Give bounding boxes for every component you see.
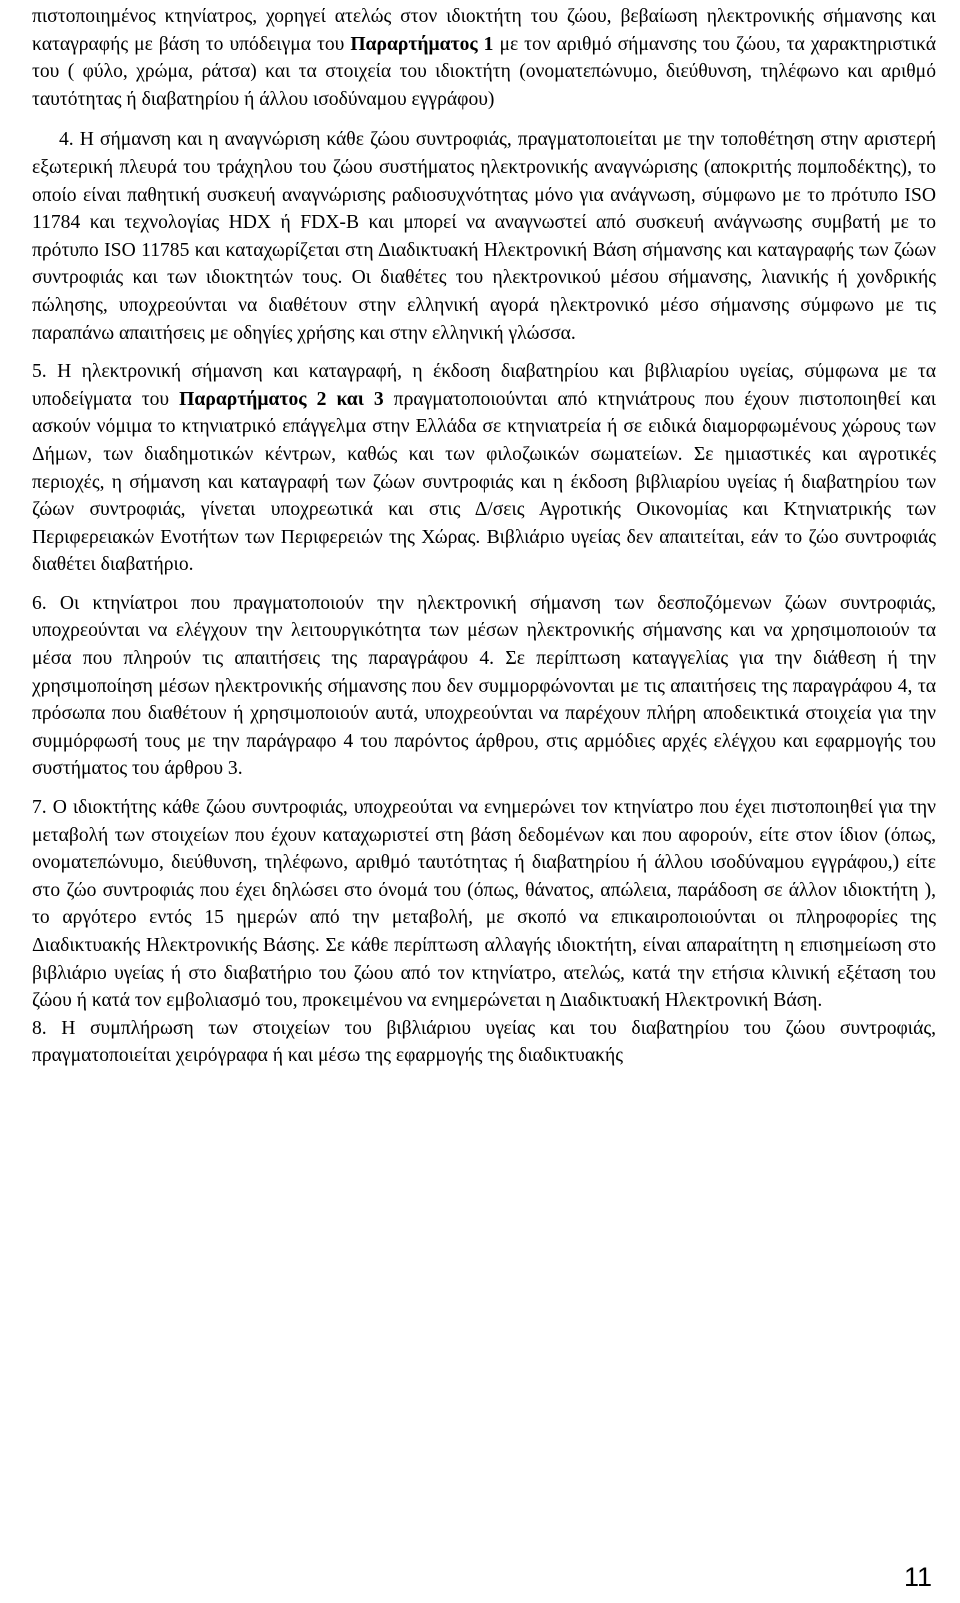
paragraph-6 — [32, 590, 936, 783]
p7-text: 7. Ο ιδιοκτήτης κάθε ζώου συντροφιάς, υποχρεούται να ενημερώνει τον κτηνίατρο που έχει πιστοποιηθεί για την μεταβολή των στοιχείων που έχουν καταχωριστεί στη βάση δεδομένων και που αφορούν, είτε στον ίδιον (όπως, ονοματεπώνυμο, διεύθυνση, τηλέφωνο, αριθμό ταυτότητας ή διαβατηρίου ή άλλου ισοδύναμου εγγράφου,) είτε στο ζώο συντροφιάς που έχει δηλώσει στο όνομά του (όπως, θάνατος, απώλεια, παράδοση σε άλλον ιδιοκτήτη ), το αργότερο εντός 15 ημερών από την μεταβολή, με σκοπό να επικαιροποιούνται οι πληροφορίες της Διαδικτυακής Ηλεκτρονικής Βάσης. Σε κάθε περίπτωση αλλαγής ιδιοκτήτη, είναι απαραίτητη η επισημείωση στο βιβλιάριο υγείας ή στο διαβατήριο του ζώου από τον κτηνίατρο, ατελώς, κατά την ετήσια κλινική εξέταση του ζώου ή κατά τον εμβολιασμό του, προκειμένου να ενημερώνεται η Διαδικτυακή Ηλεκτρονική Βάση. — [32, 797, 936, 1012]
intro-text-1: πιστοποιημένος κτηνίατρος, χορηγεί ατελώς στον ιδιοκτήτη του ζώου, βεβαίωση ηλεκτρονικής σήμανσης και καταγραφής με βάση το υπόδειγμα του — [32, 6, 936, 55]
document-page — [32, 0, 936, 1070]
p4-text: 4. Η σήμανση και η αναγνώριση κάθε ζώου συντροφιάς, πραγματοποιείται με την τοποθέτηση στην αριστερή εξωτερική πλευρά του τράχηλου του ζώου συστήματος ηλεκτρονικής αναγνώρισης (αποκριτής πομποδέκτης), το οποίο είναι παθητική συσκευή αναγνώρισης ραδιοσυχνότητας μόνο για ανάγνωση, σύμφωνο με το πρότυπο ISO 11784 και τεχνολογίας HDX ή FDX-B και μπορεί να αναγνωστεί από συσκευή ανάγνωσης συμβατή με το πρότυπο ISO 11785 και καταχωρίζεται στη Διαδικτυακή Ηλεκτρονική Βάση σήμανσης και καταγραφής των ζώων συντροφιάς και των ιδιοκτητών τους. Οι διαθέτες του ηλεκτρονικού μέσου σήμανσης, λιανικής ή χονδρικής πώλησης, υποχρεούνται να διαθέτουν στην ελληνική αγορά ηλεκτρονικό μέσο σήμανσης σύμφωνο με τις παραπάνω απαιτήσεις με οδηγίες χρήσης και στην ελληνική γλώσσα. — [32, 129, 936, 344]
paragraph-4 — [32, 126, 936, 347]
p6-text: 6. Οι κτηνίατροι που πραγματοποιούν την ηλεκτρονική σήμανση των δεσποζόμενων ζώων συντροφιάς, υποχρεούνται να ελέγχουν την λειτουργικότητα των μέσων ηλεκτρονικής σήμανσης και να χρησιμοποιούν τα μέσα που πληρούν τις απαιτήσεις της παραγράφου 4. Σε περίπτωση καταγγελίας για την διάθεση ή την χρησιμοποίηση μέσων ηλεκτρονικής σήμανσης που δεν συμμορφώνονται με τις απαιτήσεις της παραγράφου 4, τα πρόσωπα που διαθέτουν ή χρησιμοποιούν αυτά, υποχρεούνται να παρέχουν πλήρη αποδεικτικά στοιχεία για την συμμόρφωσή τους με την παράγραφο 4 του παρόντος άρθρου, στις αρμόδιες αρχές ελέγχου και εφαρμογής του συστήματος του άρθρου 3. — [32, 592, 936, 780]
paragraph-7 — [32, 794, 936, 1015]
p5-text-1: 5. Η ηλεκτρονική σήμανση και καταγραφή, η έκδοση διαβατηρίου και βιβλιαρίου υγείας, σύμφωνα με τα υποδείγματα του — [32, 361, 936, 410]
p8-text: 8. Η συμπλήρωση των στοιχείων του βιβλιάριου υγείας και του διαβατηρίου του ζώου συντροφιάς, πραγματοποιείται χειρόγραφα ή και μέσω της εφαρμογής της διαδικτυακής — [32, 1017, 936, 1067]
paragraph-intro — [32, 0, 936, 113]
intro-text-2: με τον αριθμό σήμανσης του ζώου, τα χαρακτηριστικά του ( φύλο, χρώμα, ράτσα) και τα στοιχεία του ιδιοκτήτη (ονοματεπώνυμο, διεύθυνση, τηλέφωνο και αριθμό ταυτότητας ή διαβατηρίου ή άλλου ισοδύναμου εγγράφου) — [32, 33, 936, 110]
p5-text-2: πραγματοποιούνται από κτηνιάτρους που έχουν πιστοποιηθεί και ασκούν νόμιμα το κτηνιατρικό επάγγελμα στην Ελλάδα σε κτηνιατρεία ή σε ειδικά διαμορφωμένους χώρους των Δήμων, των διαδημοτικών κέντρων, καθώς και των φιλοζωικών σωματείων. Σε ημιαστικές και αγροτικές περιοχές, η σήμανση και καταγραφή των ζώων συντροφιάς και η έκδοση βιβλιαρίου υγείας ή διαβατηρίου των ζώων συντροφιάς, γίνεται υποχρεωτικά και στις Δ/σεις Αγροτικής Οικονομίας και Κτηνιατρικής των Περιφερειακών Ενοτήτων των Περιφερειών της Χώρας. Βιβλιάριο υγείας δεν απαιτείται, εάν το ζώο συντροφιάς διαθέτει διαβατήριο. — [32, 388, 936, 576]
p5-bold-annex-2-3: Παραρτήματος 2 και 3 — [179, 388, 384, 410]
paragraph-5 — [32, 358, 936, 579]
paragraph-8 — [32, 1015, 936, 1070]
intro-bold-annex-1: Παραρτήματος 1 — [350, 33, 494, 55]
page-number: 11 — [903, 1562, 932, 1592]
